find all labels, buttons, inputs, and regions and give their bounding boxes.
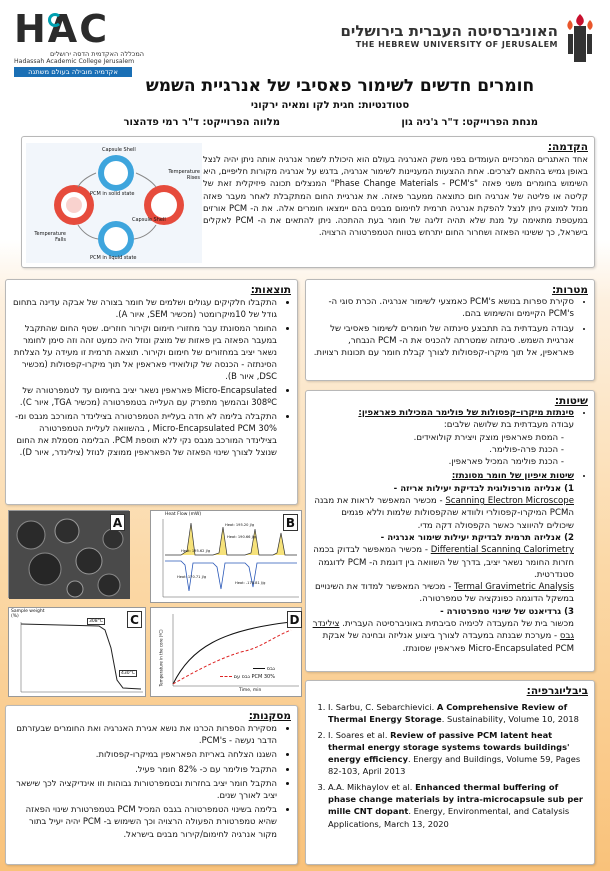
hac-subtitle-en: Hadassah Academic College Jerusalem: [14, 58, 135, 65]
method-2-text: Differential Scanning Calorimetry - מכשיר המאפשר לבדוק בכמה חזרות החומר נשאר יציב, בדרך של השוואה בין דוגמת ה- PCM לדוגמה סטנדרטית.: [313, 545, 574, 580]
capsule-shell-top-label: Capsule Shell: [102, 147, 136, 153]
bibliography-item: 2. I. Soares et al. Review of passive PCM latent heat thermal energy storage systems towards buildings' energy efficiency. Energy and Buildings, Volume 59, Pages 82-103, April 2013: [328, 729, 588, 778]
methods-heading: שיטות:: [554, 395, 588, 407]
bibliography-item: 3. A.A. Mikhaylov et al. Enhanced thermal buffering of phase change materials by intra-microcapsule sub per mille CNT dopant. Energy, Environmental, and Catalysis Applications, March 13, 2020: [328, 781, 588, 830]
figure-b-label: B: [283, 514, 298, 531]
figure-b-dsc: [150, 510, 302, 603]
synthesis-title: סינתזת מיקרו–קפסולות של פולימר המכילות פאראפין:: [358, 408, 574, 418]
cylinder-y-label: Temperature in the core (ºC): [158, 629, 164, 687]
goal-item: • סקירת ספרות בנושא PCM's כאמצעי לשימור אנרגיה. הכרת סוגי ה- PCM's הקיימים והשימוש בהם.: [312, 296, 574, 321]
conclusion-item: • מסקירת הספרות הכרנו את נושא אגירת האנרגיה ואת החומרים שבעזרתם הדבר נעשה - PCM's.: [12, 722, 277, 746]
tga-mark-308: 308°C: [89, 619, 103, 624]
figure-d-cylinder: [150, 607, 302, 697]
students-line: סטודנטיות: חגית לקו ומאיה ירקוני: [250, 100, 410, 111]
hac-tagline: אקדמיה מובילה בעולם משתנה: [14, 67, 132, 77]
intro-heading: הקדמה:: [547, 141, 588, 153]
conclusions-heading: מסקנות:: [248, 710, 291, 722]
results-section: [5, 279, 298, 505]
capsule-figure: [26, 143, 202, 263]
synthesis-intro: עבודה מעבדתית בת שלושה שלבים:: [443, 420, 574, 431]
method-1-text: Scanning Electron Microscope - מכשיר המאפשר לראות את מבנה הPCM המיקרו-קפסולרי ולוודא שהקפסולות שלמות וללא פגמים שיכולים להיווצר כאשר הקפסולה דקה מדי.: [314, 496, 574, 531]
results-heading: תוצאות:: [250, 284, 291, 296]
result-item: • Micro-Encapsulated פאראפין נשאר יציב בחימום עד לטמפרטורה של 308ºC ובהמשך מתפרק עם העלייה בטמפרטורה (מכשיר TGA, איור C).: [12, 384, 277, 408]
poster-title: חומרים חדשים לשימור פאסיבי של אנרגיית השמש: [145, 76, 535, 96]
methods-section: [305, 390, 595, 672]
figure-c-tga: [8, 607, 146, 697]
hac-subtitle-he: המכללה האקדמית הדסה ירושלים: [49, 50, 144, 58]
dsc-peak-label: Heat: 195.20 J/g: [225, 523, 255, 527]
bibliography-section: [305, 680, 595, 865]
huji-name-en: THE HEBREW UNIVERSITY OF JERUSALEM: [355, 40, 558, 49]
huji-logo-block: [318, 22, 558, 49]
goals-heading: מטרות:: [551, 284, 588, 296]
dsc-peak-label: Heat: -178.81 J/g: [235, 581, 266, 585]
method-1-title: 1) אנליזה מורפולוגית לבדיקת יעילות אריזה -: [393, 483, 574, 494]
legend-gypsum: גבס: [209, 666, 275, 672]
figure-c-label: C: [127, 611, 142, 628]
cylinder-x-label: Time, min: [239, 688, 262, 693]
tga-mark-430: 430°C: [121, 671, 135, 676]
synthesis-step: - המסת פאראפין מוצק ויצירת קולואידים.: [413, 432, 564, 443]
capsule-diagram: [26, 143, 202, 263]
tga-y-label: Sample weight (%): [11, 609, 45, 619]
project-manager: מנחת הפרוייקט: ד"ר ג'ניה גון: [401, 117, 538, 128]
goal-item: • עבודה מעבדתית בה תתבצע סינתזה של חומרים לשימור פאסיבי של אנרגיית השמש. סינתזה שמטרתה להכניס את ה- PCM הנבחר, פאראפין, אל תוך מיקרו-קפסולות לצורך קבלת חומר עם תכונות רצויות.: [312, 323, 574, 360]
pcm-solid-label: PCM in solid state: [90, 191, 135, 197]
hac-logo: HAC: [14, 7, 110, 51]
result-item: • התקבלה בלימה לא חדה בעליית הטמפרטורה בצילינדר המורכב מגבס ומ- Micro-Encapsulated PCM 30% , בהשוואה לעליית הטמפרטורה בצילינדר המורכב מגבס נקי ללא תוספת PCM. הבלימה מסמלת את החום שנוצל לצורך שינוי הפאזה של הפאראפין ממוצק לנוזל (צילינדר, איור D).: [12, 410, 277, 458]
intro-text: אחד האתגרים המרכזיים העומדים בפני משק האנרגיה בעולם הוא היכולת לשמר אנרגיה אותה ניתן יהיה לנצל באופן גמיש בהתאם לצרכים. אחת ההצעות המעניינות לשימור אנרגיה, בדגש על אנרגיה מקורות חליפיים, היא השימוש בחומרים משני פאזה "Phase Change Materials - PCM's" המנצלים תכונה פיזיקלית זאת של קליטה או פליטה של אנרגיה חום כתוצאה ממעבר פאזה. את אנרגיית החום המתקבלת לאחר מעבר פאזה מנזל למוצק ניתן לנצל להפקת אנרגיה תרמית לחימום מבנים בהם יימצאו חומרים אלה. את ה- PCM אורזים במעטפת מתאימה על מנת שלא תהיה זליגה של חומר בעת ההתכה. ניתן להתאים את ה- PCM לאקלים בישראל, כך ששינוי הפאזה ושחרור החום יתרחש בטווח הטמפרטורה הרצויה.: [203, 154, 588, 238]
characterization-title: שיטות איפיון של חומר מסונתז:: [451, 471, 574, 482]
method-2b-text: Termal Gravimetric Analysis - מכשיר המאפשר למדוד את השינויים במשקל הדוגמה כפונקציה של טמפרטורה.: [315, 582, 574, 605]
intro-section: [21, 136, 595, 268]
conclusion-item: • התקבל חומר יציב בחזרות ובטמפרטורות גבוהות וזו אינדיקציה לכך שישאר יציב לאורך שנים.: [12, 777, 277, 801]
cylinder-chart: [151, 608, 303, 698]
project-advisor: מלווה הפרוייקט: ד"ר רמי פדהצור: [123, 117, 280, 128]
legend-gypsum-pcm: PCM 30% גבס עם: [191, 674, 275, 680]
method-3-title: 3) גרדיאנט של שינוי טמפרטורה -: [440, 606, 574, 617]
conclusion-item: • השגנו הצלחה באריזת הפאראפין במיקרו-קפסולות.: [12, 748, 277, 760]
dsc-peak-label: Heat: 170.71 J/g: [177, 575, 207, 579]
pcm-liquid-label: PCM in liquid state: [90, 255, 137, 261]
bibliography-heading: ביבליוגרפיה:: [526, 685, 588, 697]
hac-logo-block: [14, 7, 164, 80]
synthesis-step: - הכנת פרה-פולימר.: [489, 444, 564, 455]
bibliography-item: 1. I. Sarbu, C. Sebarchievici. A Comprehensive Review of Thermal Energy Storage. Sustainability, Volume 10, 2018: [328, 701, 588, 726]
dsc-peak-label: Heat: 190.66 J/g: [227, 535, 257, 539]
synthesis-step: - הכנת פולימר המכיל פאראפין.: [448, 457, 564, 468]
method-3-text: מכשור בית של המעבדה לכימיה סביבתית באוניברסיטה העברית. צילינדר גבס - מערכת שבנתה במעבדה לצורך ביצוע אנליזה ובחינה של אבקת Micro-Encapsulated PCM פאראפין שסונתז.: [312, 619, 574, 654]
figure-d-label: D: [287, 611, 302, 628]
huji-name-he: האוניברסיטה העברית בירושלים: [340, 22, 558, 40]
method-2-title: 2) אנליזה תרמית לבדיקת יעילות שימור אנרגיה -: [380, 532, 574, 543]
conclusion-item: • בלימה בשינוי הטמפרטורה בגבס המכיל PCM בטמפרטורת שינוי הפאזה שהיא טמפרטורת הפעולה הרצויה וכך השימוש ב- PCM יהיה יעיל בתור מקור אנרגיה לחימום/קירור מבנים בישראל.: [12, 803, 277, 840]
figure-a-sem: [8, 510, 129, 598]
capsule-shell-bottom-label: Capsule Shell: [132, 217, 166, 223]
huji-emblem-icon: [562, 14, 598, 64]
figure-a-label: A: [110, 514, 125, 531]
dsc-peak-label: Heat: 195.62 J/g: [181, 549, 211, 553]
result-item: • החומר המסונתז עבר מחזורי חימום וקירור חוזרים. שטף החום שהתקבל במעבר הפאזה בין פאזות של מוצק ונוזל היה כמעט זהה וזה סימן לחומר נשאר יציב במחזורים של חימום וקירור. תוצאה תרמית זו מעידה על הצלחת הסינתזה - הכנסה של קולואידי פאראפין אל תוך מיקרו-קפסולות (מכשיר DSC, איור B).: [12, 322, 277, 382]
temp-rises-label: Temperature Rises: [168, 169, 200, 181]
temp-falls-label: Temperature Falls: [34, 231, 66, 243]
result-item: • התקבלו חלקיקים עגולים ושלמים של חומר בצורה של אבקה עדינה בתחום גודל של 10מיקרומטר (מכשיר SEM, איור A).: [12, 296, 277, 320]
goals-section: [305, 279, 595, 381]
dsc-axis-title: Heat Flow (mW): [165, 512, 202, 517]
conclusions-section: [5, 705, 298, 865]
conclusion-item: • התקבל פולימר עם כ- 82% חומר פעיל.: [12, 763, 277, 775]
hac-logo-accent: [48, 13, 62, 27]
